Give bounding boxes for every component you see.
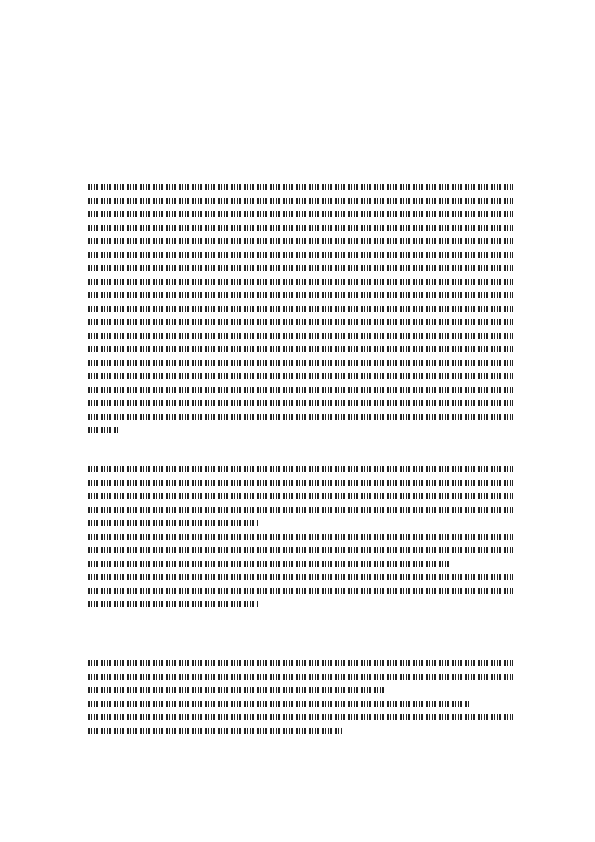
paragraph-line xyxy=(88,319,513,325)
paragraph-line xyxy=(88,238,513,244)
paragraph-line xyxy=(88,687,386,693)
paragraph-line xyxy=(88,547,513,553)
paragraph-line xyxy=(88,225,513,231)
paragraph-2 xyxy=(88,466,513,615)
paragraph-line xyxy=(88,211,513,217)
paragraph-line xyxy=(88,714,513,720)
paragraph-line xyxy=(88,427,118,433)
paragraph-line xyxy=(88,198,513,204)
paragraph-line xyxy=(88,333,513,339)
paragraph-line xyxy=(88,400,513,406)
paragraph-line xyxy=(88,466,513,472)
paragraph-line xyxy=(88,493,513,499)
paragraph-line xyxy=(88,184,513,190)
paragraph-line xyxy=(88,279,513,285)
paragraph-line xyxy=(88,728,343,734)
paragraph-line xyxy=(88,674,513,680)
paragraph-line xyxy=(88,520,258,526)
paragraph-line xyxy=(88,346,513,352)
paragraph-line xyxy=(88,601,258,607)
paragraph-line xyxy=(88,414,513,420)
paragraph-line xyxy=(88,306,513,312)
paragraph-line xyxy=(88,561,449,567)
paragraph-line xyxy=(88,360,513,366)
paragraph-line xyxy=(88,265,513,271)
paragraph-line xyxy=(88,701,471,707)
paragraph-line xyxy=(88,534,513,540)
paragraph-3 xyxy=(88,660,513,741)
paragraph-1 xyxy=(88,184,513,441)
paragraph-line xyxy=(88,373,513,379)
paragraph-line xyxy=(88,574,513,580)
paragraph-line xyxy=(88,660,513,666)
paragraph-line xyxy=(88,387,513,393)
paragraph-line xyxy=(88,252,513,258)
paragraph-line xyxy=(88,480,513,486)
paragraph-line xyxy=(88,292,513,298)
paragraph-line xyxy=(88,507,513,513)
paragraph-line xyxy=(88,588,513,594)
